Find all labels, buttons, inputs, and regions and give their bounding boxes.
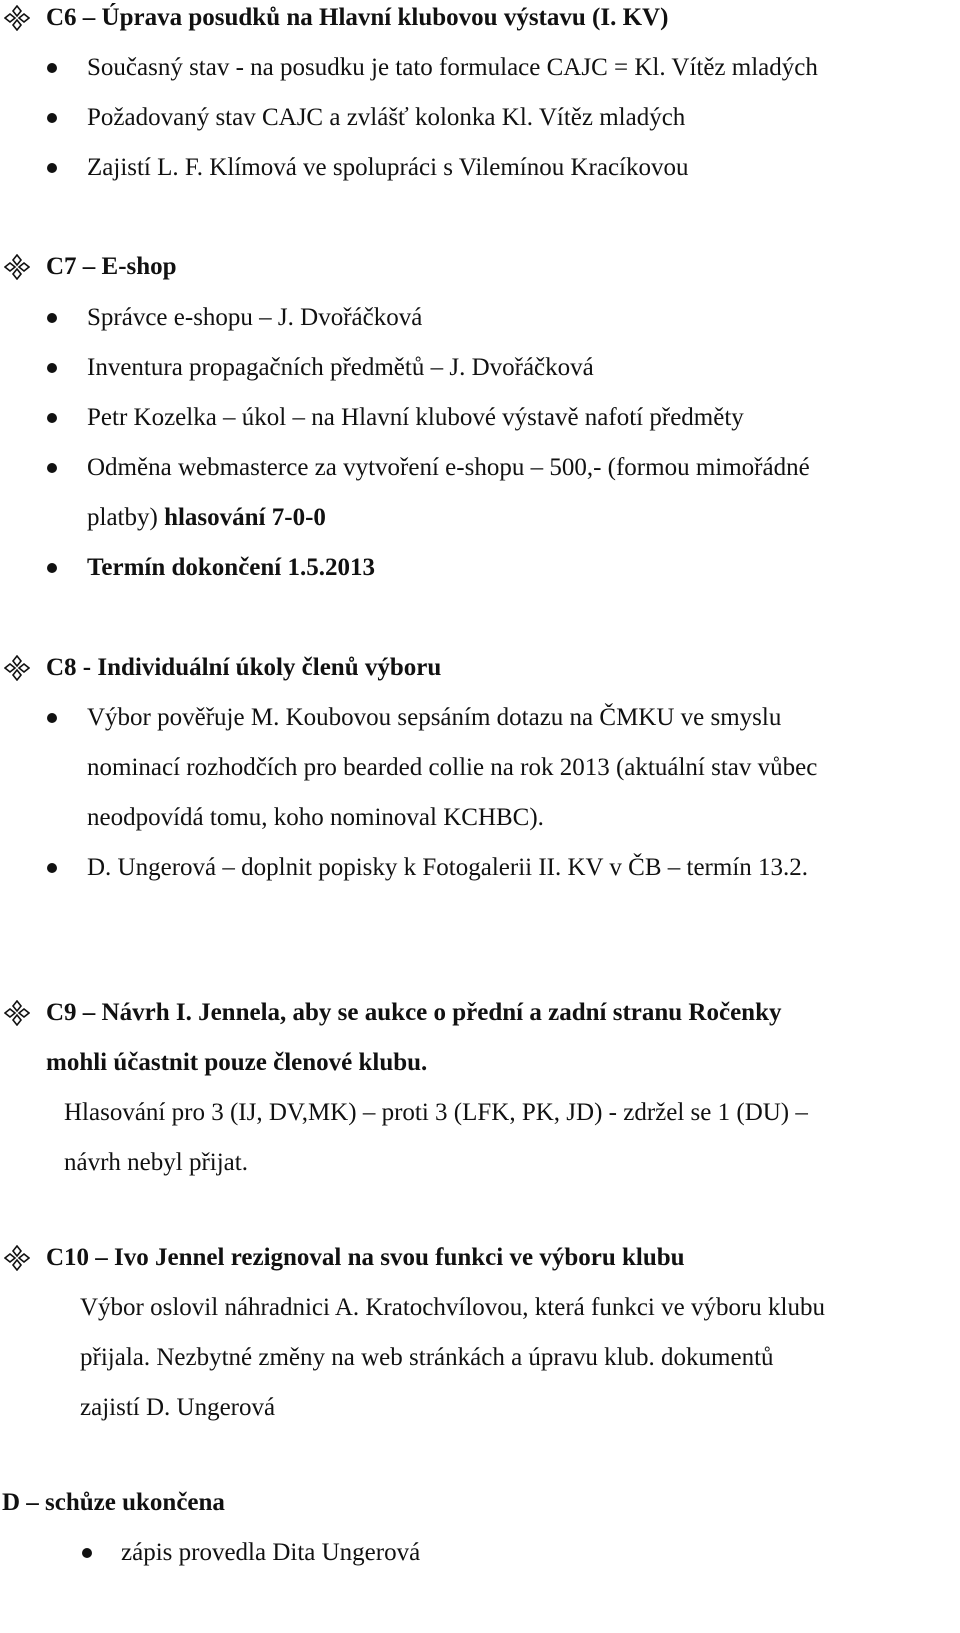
list-item: Správce e-shopu – J. Dvořáčková [87, 304, 423, 331]
list-item: Výbor pověřuje M. Koubovou sepsáním dotazu na ČMKU ve smyslu [87, 704, 782, 731]
list-item: Petr Kozelka – úkol – na Hlavní klubové výstavě nafotí předměty [87, 404, 744, 431]
disc-bullet-icon [47, 563, 57, 573]
paragraph-line: Výbor oslovil náhradnici A. Kratochvílovou, která funkci ve výboru klubu [80, 1294, 825, 1321]
list-item-continuation: nominací rozhodčích pro bearded collie na rok 2013 (aktuální stav vůbec [87, 754, 818, 781]
deadline-item: Termín dokončení 1.5.2013 [87, 554, 376, 581]
list-item-continuation: neodpovídá tomu, koho nominoval KCHBC). [87, 804, 544, 831]
disc-bullet-icon [47, 463, 57, 473]
section-c6-heading: C6 – Úprava posudků na Hlavní klubovou výstavu (I. KV) [46, 4, 669, 31]
section-c7-heading: C7 – E-shop [46, 253, 177, 280]
reward-text: platby) [87, 504, 165, 531]
list-item: Inventura propagačních předmětů – J. Dvořáčková [87, 354, 594, 381]
disc-bullet-icon [47, 63, 57, 73]
disc-bullet-icon [47, 163, 57, 173]
disc-bullet-icon [47, 863, 57, 873]
list-item-continuation [87, 503, 326, 533]
disc-bullet-icon [47, 313, 57, 323]
four-diamond-bullet-icon [4, 655, 30, 681]
paragraph-line: návrh nebyl přijat. [64, 1149, 248, 1176]
section-c10-heading: C10 – Ivo Jennel rezignoval na svou funkci ve výboru klubu [46, 1244, 685, 1271]
section-c9-heading-cont: mohli účastnit pouze členové klubu. [46, 1049, 428, 1076]
paragraph-line: přijala. Nezbytné změny na web stránkách a úpravu klub. dokumentů [80, 1344, 774, 1371]
list-item: Odměna webmasterce za vytvoření e-shopu – 500,- (formou mimořádné [87, 454, 810, 481]
list-item: D. Ungerová – doplnit popisky k Fotogalerii II. KV v ČB – termín 13.2. [87, 854, 809, 881]
vote-result: hlasování 7-0-0 [164, 504, 326, 531]
section-c8-heading: C8 - Individuální úkoly členů výboru [46, 654, 442, 681]
paragraph-line: zajistí D. Ungerová [80, 1394, 276, 1421]
four-diamond-bullet-icon [4, 254, 30, 280]
four-diamond-bullet-icon [4, 5, 30, 31]
four-diamond-bullet-icon [4, 1245, 30, 1271]
disc-bullet-icon [47, 413, 57, 423]
list-item: Současný stav - na posudku je tato formulace CAJC = Kl. Vítěz mladých [87, 54, 818, 81]
four-diamond-bullet-icon [4, 1000, 30, 1026]
section-d-heading: D – schůze ukončena [2, 1489, 225, 1516]
section-c9-heading: C9 – Návrh I. Jennela, aby se aukce o přední a zadní stranu Ročenky [46, 999, 782, 1026]
paragraph-line: Hlasování pro 3 (IJ, DV,MK) – proti 3 (LFK, PK, JD) - zdržel se 1 (DU) – [64, 1099, 808, 1126]
disc-bullet-icon [47, 113, 57, 123]
list-item: Zajistí L. F. Klímová ve spolupráci s Vilemínou Kracíkovou [87, 154, 689, 181]
disc-bullet-icon [82, 1548, 92, 1558]
list-item: zápis provedla Dita Ungerová [121, 1539, 421, 1566]
disc-bullet-icon [47, 363, 57, 373]
list-item: Požadovaný stav CAJC a zvlášť kolonka Kl. Vítěz mladých [87, 104, 686, 131]
disc-bullet-icon [47, 713, 57, 723]
